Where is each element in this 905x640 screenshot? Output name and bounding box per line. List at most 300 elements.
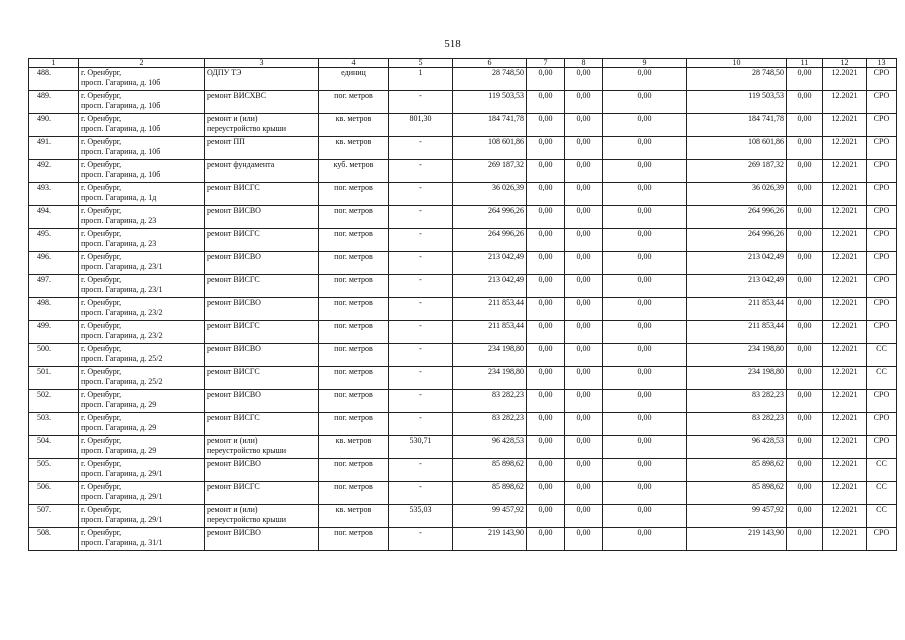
cost-cell-col10: 36 026,39 [687, 183, 787, 206]
total-cost-cell: 96 428,53 [453, 436, 527, 459]
address-cell-line: г. Оренбург, [81, 91, 122, 100]
cost-cell-col9: 0,00 [603, 321, 687, 344]
completion-date-cell: 12.2021 [823, 528, 867, 551]
unit-cell: кв. метров [319, 114, 389, 137]
work-type-cell [205, 160, 319, 183]
cost-cell-col8: 0,00 [565, 206, 603, 229]
row-number: 505. [29, 459, 79, 482]
row-number: 497. [29, 275, 79, 298]
work-type-cell-line: переустройство крыши [207, 515, 287, 524]
work-type-cell [205, 459, 319, 482]
cost-cell-col8: 0,00 [565, 367, 603, 390]
address-cell-line: просп. Гагарина, д. 25/2 [81, 354, 163, 363]
cost-cell-col9: 0,00 [603, 413, 687, 436]
work-type-cell [205, 390, 319, 413]
address-cell-line: г. Оренбург, [81, 183, 122, 192]
address-cell [79, 160, 205, 183]
cost-cell-col11: 0,00 [787, 298, 823, 321]
quantity-cell: - [389, 390, 453, 413]
table-row [29, 505, 897, 528]
cost-cell-col8: 0,00 [565, 160, 603, 183]
completion-date-cell: 12.2021 [823, 459, 867, 482]
cost-cell-col11: 0,00 [787, 137, 823, 160]
cost-cell-col9: 0,00 [603, 482, 687, 505]
quantity-cell: - [389, 482, 453, 505]
cost-cell-col8: 0,00 [565, 344, 603, 367]
cost-cell-col10: 211 853,44 [687, 298, 787, 321]
work-type-cell-line: ремонт ВИСГС [207, 321, 260, 330]
table-row [29, 390, 897, 413]
cost-cell-col7: 0,00 [527, 229, 565, 252]
cost-cell-col7: 0,00 [527, 91, 565, 114]
unit-cell: кв. метров [319, 436, 389, 459]
column-number: 4 [319, 59, 389, 68]
address-cell-line: г. Оренбург, [81, 137, 122, 146]
column-number: 1 [29, 59, 79, 68]
table-row [29, 137, 897, 160]
address-cell [79, 275, 205, 298]
cost-cell-col7: 0,00 [527, 321, 565, 344]
total-cost-cell: 234 198,80 [453, 344, 527, 367]
cost-cell-col11: 0,00 [787, 160, 823, 183]
total-cost-cell: 234 198,80 [453, 367, 527, 390]
total-cost-cell: 85 898,62 [453, 482, 527, 505]
method-code-cell: СРО [867, 321, 897, 344]
completion-date-cell: 12.2021 [823, 275, 867, 298]
work-type-cell [205, 183, 319, 206]
address-cell [79, 137, 205, 160]
method-code-cell: СРО [867, 68, 897, 91]
completion-date-cell: 12.2021 [823, 344, 867, 367]
work-type-cell-line: ремонт ВИСВО [207, 206, 261, 215]
quantity-cell: - [389, 229, 453, 252]
address-cell [79, 91, 205, 114]
cost-cell-col10: 219 143,90 [687, 528, 787, 551]
cost-cell-col8: 0,00 [565, 137, 603, 160]
address-cell [79, 482, 205, 505]
method-code-cell: СРО [867, 390, 897, 413]
address-cell-line: г. Оренбург, [81, 160, 122, 169]
completion-date-cell: 12.2021 [823, 390, 867, 413]
completion-date-cell: 12.2021 [823, 68, 867, 91]
column-number: 3 [205, 59, 319, 68]
quantity-cell: - [389, 528, 453, 551]
cost-cell-col7: 0,00 [527, 275, 565, 298]
quantity-cell: - [389, 275, 453, 298]
cost-cell-col11: 0,00 [787, 114, 823, 137]
quantity-cell: - [389, 252, 453, 275]
row-number: 508. [29, 528, 79, 551]
table-row [29, 298, 897, 321]
cost-cell-col10: 83 282,23 [687, 413, 787, 436]
table-row [29, 528, 897, 551]
column-number: 13 [867, 59, 897, 68]
work-type-cell-line: ремонт ВИСХВС [207, 91, 267, 100]
cost-cell-col8: 0,00 [565, 459, 603, 482]
column-number: 6 [453, 59, 527, 68]
address-cell [79, 390, 205, 413]
unit-cell: пог. метров [319, 390, 389, 413]
cost-cell-col9: 0,00 [603, 229, 687, 252]
table-row [29, 229, 897, 252]
address-cell-line: просп. Гагарина, д. 23/1 [81, 285, 163, 294]
completion-date-cell: 12.2021 [823, 482, 867, 505]
row-number: 491. [29, 137, 79, 160]
total-cost-cell: 83 282,23 [453, 390, 527, 413]
completion-date-cell: 12.2021 [823, 229, 867, 252]
method-code-cell: СС [867, 459, 897, 482]
column-number: 7 [527, 59, 565, 68]
column-number: 5 [389, 59, 453, 68]
column-number: 8 [565, 59, 603, 68]
total-cost-cell: 83 282,23 [453, 413, 527, 436]
completion-date-cell: 12.2021 [823, 114, 867, 137]
cost-cell-col10: 211 853,44 [687, 321, 787, 344]
cost-cell-col7: 0,00 [527, 528, 565, 551]
table-row [29, 344, 897, 367]
method-code-cell: СРО [867, 413, 897, 436]
cost-cell-col9: 0,00 [603, 390, 687, 413]
work-type-cell [205, 482, 319, 505]
row-number: 506. [29, 482, 79, 505]
column-number: 9 [603, 59, 687, 68]
address-cell [79, 367, 205, 390]
address-cell-line: г. Оренбург, [81, 321, 122, 330]
total-cost-cell: 36 026,39 [453, 183, 527, 206]
address-cell-line: просп. Гагарина, д. 10б [81, 147, 161, 156]
address-cell-line: г. Оренбург, [81, 459, 122, 468]
unit-cell: пог. метров [319, 229, 389, 252]
cost-cell-col11: 0,00 [787, 436, 823, 459]
unit-cell: пог. метров [319, 91, 389, 114]
work-type-cell-line: ремонт ВИСГС [207, 482, 260, 491]
work-type-cell-line: ремонт ВИСГС [207, 413, 260, 422]
work-type-cell [205, 505, 319, 528]
address-cell [79, 114, 205, 137]
work-type-cell-line: ОДПУ ТЭ [207, 68, 242, 77]
total-cost-cell: 213 042,49 [453, 252, 527, 275]
unit-cell: пог. метров [319, 206, 389, 229]
address-cell [79, 298, 205, 321]
column-number: 2 [79, 59, 205, 68]
quantity-cell: - [389, 298, 453, 321]
cost-cell-col10: 213 042,49 [687, 252, 787, 275]
total-cost-cell: 119 503,53 [453, 91, 527, 114]
address-cell [79, 459, 205, 482]
cost-cell-col11: 0,00 [787, 459, 823, 482]
address-cell-line: просп. Гагарина, д. 23 [81, 216, 157, 225]
table-row [29, 160, 897, 183]
cost-cell-col7: 0,00 [527, 137, 565, 160]
column-number: 11 [787, 59, 823, 68]
completion-date-cell: 12.2021 [823, 413, 867, 436]
cost-cell-col11: 0,00 [787, 183, 823, 206]
address-cell-line: просп. Гагарина, д. 23/2 [81, 308, 163, 317]
completion-date-cell: 12.2021 [823, 436, 867, 459]
cost-cell-col11: 0,00 [787, 482, 823, 505]
cost-cell-col9: 0,00 [603, 137, 687, 160]
completion-date-cell: 12.2021 [823, 505, 867, 528]
completion-date-cell: 12.2021 [823, 137, 867, 160]
cost-cell-col11: 0,00 [787, 390, 823, 413]
row-number: 490. [29, 114, 79, 137]
cost-cell-col7: 0,00 [527, 114, 565, 137]
work-type-cell [205, 114, 319, 137]
work-type-cell [205, 413, 319, 436]
unit-cell: кв. метров [319, 505, 389, 528]
table-row [29, 482, 897, 505]
cost-cell-col7: 0,00 [527, 206, 565, 229]
cost-cell-col8: 0,00 [565, 68, 603, 91]
cost-cell-col7: 0,00 [527, 482, 565, 505]
total-cost-cell: 85 898,62 [453, 459, 527, 482]
cost-cell-col9: 0,00 [603, 160, 687, 183]
row-number: 496. [29, 252, 79, 275]
work-type-cell [205, 321, 319, 344]
cost-cell-col8: 0,00 [565, 91, 603, 114]
cost-cell-col7: 0,00 [527, 390, 565, 413]
work-type-cell-line: ремонт ВИСВО [207, 298, 261, 307]
table-row [29, 367, 897, 390]
work-type-cell-line: ремонт и (или) [207, 114, 258, 123]
cost-cell-col8: 0,00 [565, 482, 603, 505]
work-type-cell [205, 91, 319, 114]
total-cost-cell: 219 143,90 [453, 528, 527, 551]
work-type-cell [205, 206, 319, 229]
cost-cell-col10: 85 898,62 [687, 482, 787, 505]
completion-date-cell: 12.2021 [823, 252, 867, 275]
address-cell-line: просп. Гагарина, д. 29/1 [81, 515, 163, 524]
address-cell-line: г. Оренбург, [81, 229, 122, 238]
row-number: 499. [29, 321, 79, 344]
address-cell-line: г. Оренбург, [81, 367, 122, 376]
method-code-cell: СРО [867, 137, 897, 160]
cost-cell-col7: 0,00 [527, 413, 565, 436]
address-cell-line: г. Оренбург, [81, 114, 122, 123]
address-cell-line: просп. Гагарина, д. 31/1 [81, 538, 163, 547]
cost-cell-col10: 83 282,23 [687, 390, 787, 413]
address-cell-line: г. Оренбург, [81, 298, 122, 307]
cost-cell-col9: 0,00 [603, 206, 687, 229]
cost-cell-col10: 234 198,80 [687, 367, 787, 390]
cost-cell-col10: 213 042,49 [687, 275, 787, 298]
total-cost-cell: 269 187,32 [453, 160, 527, 183]
cost-cell-col10: 184 741,78 [687, 114, 787, 137]
quantity-cell: 535,03 [389, 505, 453, 528]
table-row [29, 183, 897, 206]
address-cell [79, 206, 205, 229]
page-number: 518 [444, 38, 461, 50]
work-type-cell-line: ремонт ВИСГС [207, 367, 260, 376]
cost-cell-col11: 0,00 [787, 206, 823, 229]
cost-cell-col11: 0,00 [787, 413, 823, 436]
total-cost-cell: 184 741,78 [453, 114, 527, 137]
address-cell-line: просп. Гагарина, д. 10б [81, 101, 161, 110]
unit-cell: пог. метров [319, 344, 389, 367]
cost-cell-col9: 0,00 [603, 114, 687, 137]
column-number: 10 [687, 59, 787, 68]
cost-cell-col10: 264 996,26 [687, 229, 787, 252]
cost-cell-col9: 0,00 [603, 436, 687, 459]
address-cell-line: г. Оренбург, [81, 390, 122, 399]
work-type-cell-line: ремонт фундамента [207, 160, 275, 169]
cost-cell-col9: 0,00 [603, 344, 687, 367]
work-type-cell-line: ремонт ВИСВО [207, 528, 261, 537]
total-cost-cell: 264 996,26 [453, 206, 527, 229]
unit-cell: пог. метров [319, 413, 389, 436]
cost-cell-col10: 269 187,32 [687, 160, 787, 183]
work-type-cell-line: ремонт ВИСГС [207, 275, 260, 284]
address-cell [79, 505, 205, 528]
method-code-cell: СРО [867, 298, 897, 321]
work-type-cell [205, 137, 319, 160]
cost-cell-col8: 0,00 [565, 528, 603, 551]
column-number: 12 [823, 59, 867, 68]
unit-cell: пог. метров [319, 528, 389, 551]
row-number: 498. [29, 298, 79, 321]
row-number: 504. [29, 436, 79, 459]
address-cell-line: просп. Гагарина, д. 23 [81, 239, 157, 248]
address-cell [79, 252, 205, 275]
quantity-cell: 1 [389, 68, 453, 91]
address-cell [79, 229, 205, 252]
address-cell-line: г. Оренбург, [81, 252, 122, 261]
table-row [29, 114, 897, 137]
address-cell-line: г. Оренбург, [81, 275, 122, 284]
address-cell-line: г. Оренбург, [81, 206, 122, 215]
method-code-cell: СРО [867, 160, 897, 183]
address-cell-line: г. Оренбург, [81, 68, 122, 77]
completion-date-cell: 12.2021 [823, 206, 867, 229]
cost-cell-col11: 0,00 [787, 367, 823, 390]
address-cell-line: г. Оренбург, [81, 505, 122, 514]
work-type-cell-line: переустройство крыши [207, 446, 287, 455]
work-type-cell-line: переустройство крыши [207, 124, 287, 133]
cost-cell-col10: 119 503,53 [687, 91, 787, 114]
unit-cell: пог. метров [319, 367, 389, 390]
cost-cell-col11: 0,00 [787, 68, 823, 91]
row-number: 503. [29, 413, 79, 436]
work-type-cell [205, 275, 319, 298]
completion-date-cell: 12.2021 [823, 321, 867, 344]
method-code-cell: СРО [867, 229, 897, 252]
unit-cell: пог. метров [319, 275, 389, 298]
method-code-cell: СРО [867, 252, 897, 275]
cost-cell-col9: 0,00 [603, 298, 687, 321]
table-row [29, 68, 897, 91]
quantity-cell: - [389, 137, 453, 160]
registry-table [28, 58, 897, 551]
address-cell-line: просп. Гагарина, д. 25/2 [81, 377, 163, 386]
row-number: 501. [29, 367, 79, 390]
work-type-cell [205, 344, 319, 367]
cost-cell-col9: 0,00 [603, 459, 687, 482]
address-cell-line: просп. Гагарина, д. 29 [81, 400, 157, 409]
address-cell-line: г. Оренбург, [81, 528, 122, 537]
unit-cell: куб. метров [319, 160, 389, 183]
cost-cell-col11: 0,00 [787, 275, 823, 298]
unit-cell: пог. метров [319, 321, 389, 344]
cost-cell-col8: 0,00 [565, 252, 603, 275]
cost-cell-col9: 0,00 [603, 183, 687, 206]
table-row [29, 459, 897, 482]
cost-cell-col9: 0,00 [603, 528, 687, 551]
address-cell-line: г. Оренбург, [81, 436, 122, 445]
column-number-row [29, 59, 897, 68]
total-cost-cell: 213 042,49 [453, 275, 527, 298]
cost-cell-col8: 0,00 [565, 298, 603, 321]
table-row [29, 252, 897, 275]
total-cost-cell: 211 853,44 [453, 298, 527, 321]
completion-date-cell: 12.2021 [823, 91, 867, 114]
address-cell [79, 413, 205, 436]
cost-cell-col7: 0,00 [527, 459, 565, 482]
cost-cell-col7: 0,00 [527, 298, 565, 321]
row-number: 494. [29, 206, 79, 229]
cost-cell-col11: 0,00 [787, 528, 823, 551]
cost-cell-col10: 85 898,62 [687, 459, 787, 482]
unit-cell: пог. метров [319, 183, 389, 206]
row-number: 489. [29, 91, 79, 114]
completion-date-cell: 12.2021 [823, 160, 867, 183]
cost-cell-col8: 0,00 [565, 114, 603, 137]
method-code-cell: СРО [867, 114, 897, 137]
work-type-cell [205, 436, 319, 459]
address-cell-line: просп. Гагарина, д. 29 [81, 446, 157, 455]
quantity-cell: - [389, 459, 453, 482]
work-type-cell-line: ремонт и (или) [207, 505, 258, 514]
cost-cell-col10: 28 748,50 [687, 68, 787, 91]
address-cell [79, 68, 205, 91]
address-cell [79, 528, 205, 551]
total-cost-cell: 108 601,86 [453, 137, 527, 160]
cost-cell-col9: 0,00 [603, 91, 687, 114]
completion-date-cell: 12.2021 [823, 367, 867, 390]
work-type-cell-line: ремонт ВИСВО [207, 390, 261, 399]
cost-cell-col11: 0,00 [787, 344, 823, 367]
unit-cell: кв. метров [319, 137, 389, 160]
work-type-cell-line: ремонт ВИСВО [207, 344, 261, 353]
method-code-cell: СС [867, 505, 897, 528]
cost-cell-col7: 0,00 [527, 505, 565, 528]
row-number: 507. [29, 505, 79, 528]
cost-cell-col10: 99 457,92 [687, 505, 787, 528]
cost-cell-col9: 0,00 [603, 275, 687, 298]
address-cell-line: просп. Гагарина, д. 1д [81, 193, 157, 202]
address-cell-line: просп. Гагарина, д. 23/2 [81, 331, 163, 340]
unit-cell: пог. метров [319, 482, 389, 505]
work-type-cell [205, 367, 319, 390]
cost-cell-col11: 0,00 [787, 229, 823, 252]
table-row [29, 413, 897, 436]
work-type-cell [205, 252, 319, 275]
work-type-cell [205, 528, 319, 551]
address-cell-line: г. Оренбург, [81, 482, 122, 491]
quantity-cell: - [389, 91, 453, 114]
cost-cell-col8: 0,00 [565, 413, 603, 436]
cost-cell-col7: 0,00 [527, 367, 565, 390]
table-row [29, 321, 897, 344]
cost-cell-col11: 0,00 [787, 505, 823, 528]
cost-cell-col8: 0,00 [565, 390, 603, 413]
address-cell-line: просп. Гагарина, д. 23/1 [81, 262, 163, 271]
quantity-cell: - [389, 367, 453, 390]
cost-cell-col11: 0,00 [787, 252, 823, 275]
unit-cell: пог. метров [319, 298, 389, 321]
address-cell-line: просп. Гагарина, д. 29 [81, 423, 157, 432]
quantity-cell: - [389, 206, 453, 229]
cost-cell-col7: 0,00 [527, 160, 565, 183]
